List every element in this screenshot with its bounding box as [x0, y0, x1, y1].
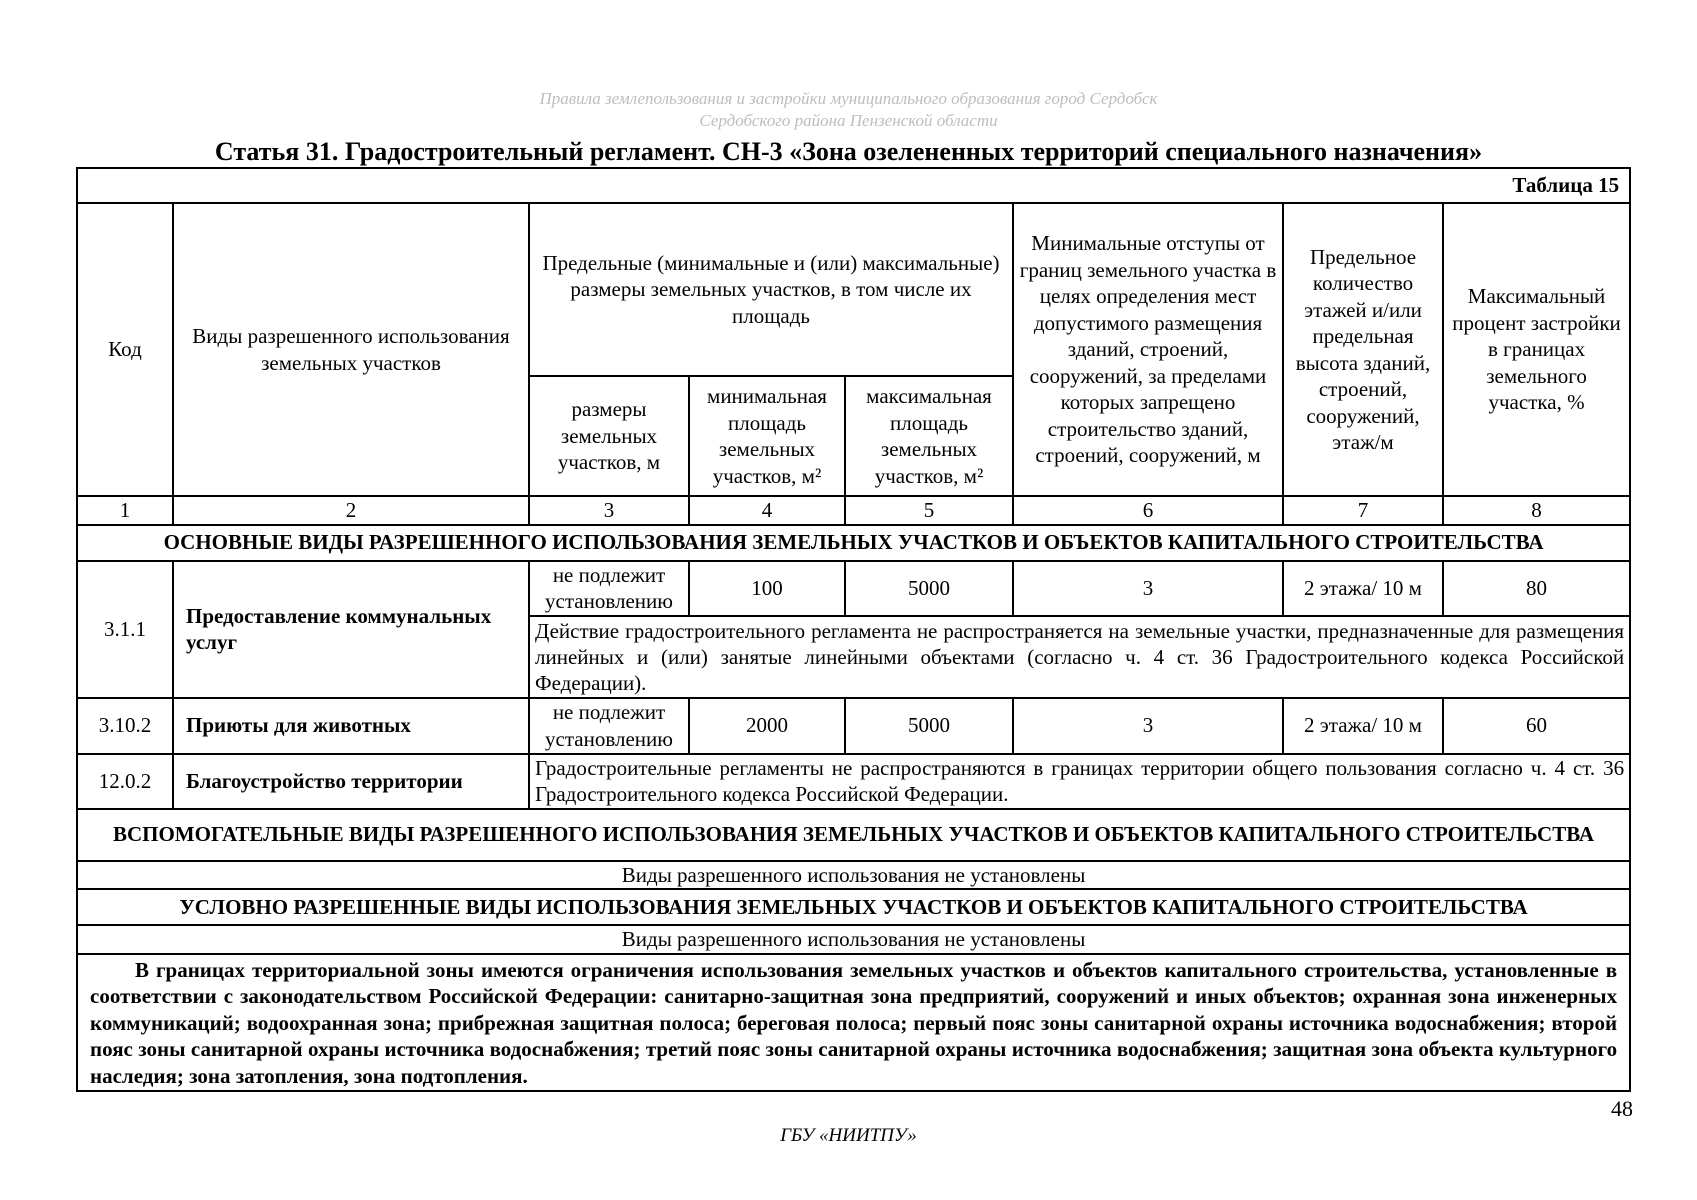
column-number: 7 [1283, 496, 1443, 525]
section-conditional-uses: УСЛОВНО РАЗРЕШЕННЫЕ ВИДЫ ИСПОЛЬЗОВАНИЯ ЗЕМЕЛЬНЫХ УЧАСТКОВ И ОБЪЕКТОВ КАПИТАЛЬНОГО СТРОИТЕЛЬСТВА [77, 889, 1630, 925]
column-number: 4 [689, 496, 845, 525]
row-percent: 60 [1443, 698, 1630, 754]
col-header-sizes: размеры земельных участков, м [529, 376, 689, 496]
restrictions-note [77, 954, 1630, 1091]
column-number: 6 [1013, 496, 1283, 525]
col-header-size-limits: Предельные (минимальные и (или) максимальные) размеры земельных участков, в том числе их площадь [529, 203, 1013, 376]
table-row [77, 698, 1630, 754]
col-header-setbacks: Минимальные отступы от границ земельного участка в целях определения мест допустимого размещения зданий, строений, сооружений, за пределами которых запрещено строительство зданий, строений, сооружений, м [1013, 203, 1283, 496]
running-header-line-1: Правила землепользования и застройки муниципального образования город Сердобск [539, 89, 1158, 108]
table-row [77, 754, 1630, 809]
col-header-code: Код [77, 203, 173, 496]
regulation-table [76, 167, 1631, 1092]
row-use-name: Предоставление коммунальных услуг [173, 561, 529, 698]
row-size: не подлежит установлению [529, 561, 689, 616]
row-setback: 3 [1013, 561, 1283, 616]
row-max-area: 5000 [845, 698, 1013, 754]
row-use-name: Приюты для животных [173, 698, 529, 754]
page-footer: ГБУ «НИИТПУ» [780, 1125, 917, 1146]
row-min-area: 2000 [689, 698, 845, 754]
restrictions-text: В границах территориальной зоны имеются ограничения использования земельных участков и объектов капитального строительства, установленные в соответствии с законодательством Российской Федерации: санитарно-защитная зона предприятий, сооружений и иных объектов; охранная зона инженерных коммуникаций; водоохранная зона; прибрежная защитная полоса; береговая полоса; первый пояс зоны санитарной охраны источника водоснабжения; второй пояс зоны санитарной охраны источника водоснабжения; третий пояс зоны санитарной охраны источника водоснабжения; защитная зона объекта культурного наследия; зона затопления, зона подтопления. [90, 957, 1618, 1088]
article-title: Статья 31. Градостроительный регламент. СН-3 «Зона озелененных территорий специального назначения» [214, 137, 1483, 166]
col-header-floors: Предельное количество этажей и/или предельная высота зданий, строений, сооружений, этаж/м [1283, 203, 1443, 496]
row-percent: 80 [1443, 561, 1630, 616]
running-header-line-2: Сердобского района Пензенской области [699, 111, 998, 130]
col-header-min-area: минимальная площадь земельных участков, м² [689, 376, 845, 496]
col-header-max-area: максимальная площадь земельных участков, м² [845, 376, 1013, 496]
row-floors: 2 этажа/ 10 м [1283, 698, 1443, 754]
column-numbers-row [77, 496, 1630, 525]
row-use-name: Благоустройство территории [173, 754, 529, 809]
section-auxiliary-uses: ВСПОМОГАТЕЛЬНЫЕ ВИДЫ РАЗРЕШЕННОГО ИСПОЛЬЗОВАНИЯ ЗЕМЕЛЬНЫХ УЧАСТКОВ И ОБЪЕКТОВ КАПИТАЛЬНОГО СТРОИТЕЛЬСТВА [77, 809, 1630, 861]
page-number: 48 [1611, 1096, 1633, 1121]
row-max-area: 5000 [845, 561, 1013, 616]
col-header-max-percent: Максимальный процент застройки в границах земельного участка, % [1443, 203, 1630, 496]
column-number: 3 [529, 496, 689, 525]
section-main-uses: ОСНОВНЫЕ ВИДЫ РАЗРЕШЕННОГО ИСПОЛЬЗОВАНИЯ ЗЕМЕЛЬНЫХ УЧАСТКОВ И ОБЪЕКТОВ КАПИТАЛЬНОГО СТРОИТЕЛЬСТВА [77, 525, 1630, 561]
row-setback: 3 [1013, 698, 1283, 754]
table-row [77, 561, 1630, 616]
column-number: 8 [1443, 496, 1630, 525]
row-note: Градостроительные регламенты не распространяются в границах территории общего пользования согласно ч. 4 ст. 36 Градостроительного кодекса Российской Федерации. [529, 754, 1630, 809]
row-size: не подлежит установлению [529, 698, 689, 754]
table-number: Таблица 15 [77, 168, 1630, 203]
auxiliary-uses-text: Виды разрешенного использования не установлены [77, 861, 1630, 890]
conditional-uses-text: Виды разрешенного использования не установлены [77, 925, 1630, 954]
row-min-area: 100 [689, 561, 845, 616]
col-header-use-types: Виды разрешенного использования земельных участков [173, 203, 529, 496]
row-code: 3.1.1 [77, 561, 173, 698]
row-code: 12.0.2 [77, 754, 173, 809]
row-code: 3.10.2 [77, 698, 173, 754]
row-note: Действие градостроительного регламента не распространяется на земельные участки, предназначенные для размещения линейных и (или) занятые линейными объектами (согласно ч. 4 ст. 36 Градостроительного кодекса Российской Федерации). [529, 616, 1630, 698]
column-number: 5 [845, 496, 1013, 525]
column-number: 1 [77, 496, 173, 525]
column-number: 2 [173, 496, 529, 525]
row-floors: 2 этажа/ 10 м [1283, 561, 1443, 616]
